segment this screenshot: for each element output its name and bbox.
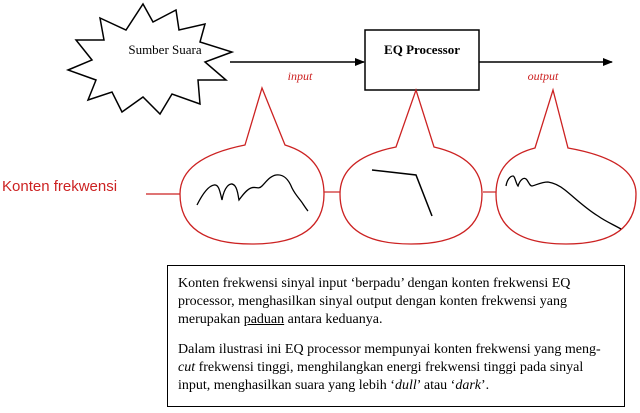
caption-p1-text-a: Konten frekwensi sinyal input ‘berpadu’ dengan konten frekwensi EQ processor, menghasilkan sinyal output dengan konten frekwensi yang merupakan: [178, 276, 571, 327]
caption-paragraph-2: [178, 341, 614, 395]
input-spectrum-callout: [180, 88, 324, 244]
output-label: output: [527, 69, 559, 83]
eq-spectrum-callout: [340, 90, 482, 244]
caption-p2-italic-dark: dark: [455, 378, 482, 393]
caption-p2-italic-dull: dull: [394, 378, 417, 393]
eq-processor-label: EQ Processor: [384, 42, 460, 57]
output-spectrum-callout: [496, 90, 636, 244]
caption-p1-text-b: antara keduanya.: [284, 312, 383, 327]
eq-processor-box: [365, 30, 479, 90]
sound-source-starburst: [68, 4, 232, 114]
caption-p2-text-a: Dalam ilustrasi ini EQ processor mempunyai konten frekwensi yang meng-: [178, 342, 601, 357]
caption-p2-text-d: ’.: [481, 378, 490, 393]
caption-p2-text-c: ’ atau ‘: [416, 378, 456, 393]
frequency-content-label: Konten frekwensi: [2, 178, 118, 195]
caption-p2-text-b: frekwensi tinggi, menghilangkan energi frekwensi tinggi pada sinyal input, menghasilkan suara yang lebih ‘: [178, 360, 584, 393]
input-label: input: [287, 69, 313, 83]
sound-source-label: Sumber Suara: [128, 42, 202, 57]
caption-p1-underlined-word: paduan: [243, 312, 285, 327]
caption-paragraph-1: [178, 275, 614, 329]
caption-p2-italic-cut: cut: [178, 360, 196, 375]
caption-box: [167, 265, 625, 407]
